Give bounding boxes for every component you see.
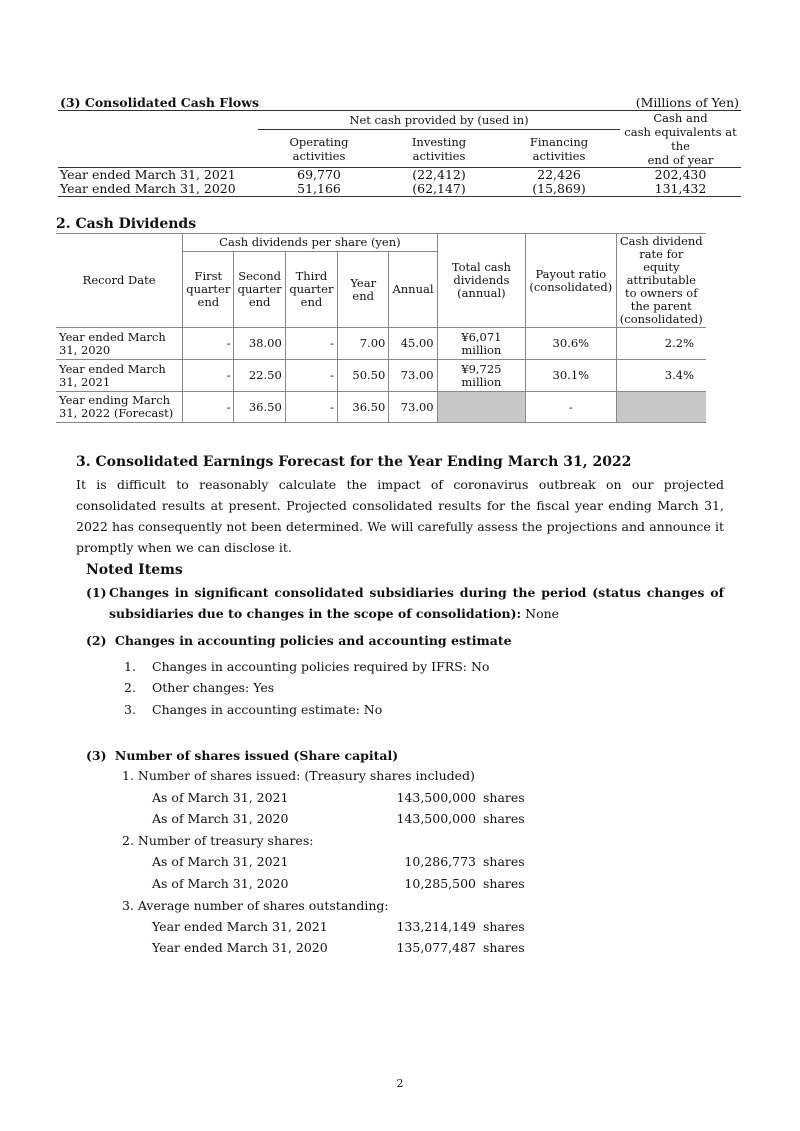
- row-q2: 38.00: [234, 328, 285, 360]
- item-value: None: [521, 606, 560, 621]
- dividends-group-header: Cash dividends per share (yen): [183, 234, 437, 252]
- cash-flows-unit: (Millions of Yen): [620, 96, 741, 111]
- col-investing: Investing activities: [411, 134, 467, 163]
- shares-row-unit: shares: [483, 790, 525, 805]
- page-number: 2: [396, 1077, 404, 1090]
- shares-row-unit: shares: [483, 854, 525, 869]
- shares-row-unit: shares: [483, 811, 525, 826]
- list-number: 3.: [124, 702, 136, 717]
- row-q1: -: [183, 328, 234, 360]
- row-label: Year ended March 31, 2021: [58, 168, 258, 183]
- row-q3: -: [285, 328, 337, 360]
- list-item: [124, 677, 275, 698]
- row-financing: 22,426: [498, 168, 620, 183]
- shares-row-value: 10,285,500: [404, 876, 476, 891]
- item-number: (2): [86, 633, 107, 648]
- average-shares-title: 3. Average number of shares outstanding:: [122, 898, 389, 913]
- dividends-table: [56, 233, 706, 423]
- item-number: (1): [86, 585, 107, 600]
- forecast-body: It is difficult to reasonably calculate the impact of coronavirus outbreak on our projected consolidated results at present. Projected consolidated results for the fiscal year ending March 31, 2022 has consequently not been determined. We will carefully assess the projections and announce it promptly when we can disclose it.: [76, 477, 724, 555]
- row-q3: -: [285, 392, 337, 423]
- row-payout: 30.6%: [526, 328, 616, 360]
- row-year-end: 7.00: [338, 328, 389, 360]
- table-row: [56, 360, 706, 392]
- shares-row-value: 143,500,000: [396, 811, 476, 826]
- noted-items-title: Noted Items: [86, 562, 183, 578]
- row-total: ¥9,725 million: [437, 360, 525, 392]
- shares-row-label: As of March 31, 2020: [152, 811, 289, 826]
- row-operating: 51,166: [258, 182, 380, 197]
- col-financing: Financing activities: [529, 134, 589, 163]
- noted-item-3: [86, 745, 398, 766]
- shares-row-value: 143,500,000: [396, 790, 476, 805]
- list-number: 2.: [124, 680, 136, 695]
- shares-issued-title: 1. Number of shares issued: (Treasury shares included): [122, 768, 475, 783]
- noted-item-2: [86, 630, 512, 651]
- shares-row-label: As of March 31, 2020: [152, 876, 289, 891]
- list-item: [124, 699, 383, 720]
- col-year-end: Year end: [338, 252, 389, 328]
- row-total: ¥6,071 million: [437, 328, 525, 360]
- table-row: [58, 168, 741, 183]
- list-text: Changes in accounting policies required by IFRS: No: [152, 659, 490, 674]
- row-cash: 131,432: [620, 182, 741, 197]
- item-number: (3): [86, 748, 107, 763]
- row-year-end: 36.50: [338, 392, 389, 423]
- row-q1: -: [183, 360, 234, 392]
- row-investing: (62,147): [380, 182, 498, 197]
- cash-flows-group-header: Net cash provided by (used in): [258, 111, 620, 130]
- row-label: Year ended March 31, 2021: [56, 360, 183, 392]
- table-row: [56, 392, 706, 423]
- list-item: [124, 656, 490, 677]
- col-cash-equivalents: Cash and cash equivalents at the end of year: [624, 111, 737, 167]
- row-annual: 73.00: [389, 360, 437, 392]
- row-q1: -: [183, 392, 234, 423]
- row-year-end: 50.50: [338, 360, 389, 392]
- row-payout: 30.1%: [526, 360, 616, 392]
- col-record-date: Record Date: [56, 234, 183, 328]
- col-dividend-rate: Cash dividend rate for equity attributable to owners of the parent (consolidated): [616, 234, 706, 328]
- row-financing: (15,869): [498, 182, 620, 197]
- col-total-dividends: Total cash dividends (annual): [437, 234, 525, 328]
- row-q2: 22.50: [234, 360, 285, 392]
- row-rate: 3.4%: [616, 360, 706, 392]
- shares-row-value: 10,286,773: [404, 854, 476, 869]
- shares-row-value: 133,214,149: [396, 919, 476, 934]
- cash-flows-table: [58, 96, 741, 197]
- row-payout: -: [526, 392, 616, 423]
- row-label: Year ended March 31, 2020: [56, 328, 183, 360]
- table-row: [58, 182, 741, 197]
- list-text: Changes in accounting estimate: No: [152, 702, 383, 717]
- row-total-shaded: [437, 392, 525, 423]
- row-operating: 69,770: [258, 168, 380, 183]
- shares-row-value: 135,077,487: [396, 940, 476, 955]
- shares-row-label: Year ended March 31, 2021: [152, 919, 328, 934]
- row-investing: (22,412): [380, 168, 498, 183]
- shares-row-unit: shares: [483, 940, 525, 955]
- shares-row-label: Year ended March 31, 2020: [152, 940, 328, 955]
- col-payout-ratio: Payout ratio (consolidated): [526, 234, 616, 328]
- row-rate: 2.2%: [616, 328, 706, 360]
- item-heading: Number of shares issued (Share capital): [114, 748, 399, 763]
- noted-item-1: [86, 582, 724, 624]
- shares-row-label: As of March 31, 2021: [152, 790, 289, 805]
- row-label: Year ended March 31, 2020: [58, 182, 258, 197]
- shares-row-label: As of March 31, 2021: [152, 854, 289, 869]
- forecast-title: 3. Consolidated Earnings Forecast for the Year Ending March 31, 2022: [76, 454, 632, 470]
- treasury-shares-title: 2. Number of treasury shares:: [122, 833, 314, 848]
- list-text: Other changes: Yes: [152, 680, 275, 695]
- row-annual: 73.00: [389, 392, 437, 423]
- col-third-quarter: Third quarter end: [285, 252, 337, 328]
- row-annual: 45.00: [389, 328, 437, 360]
- shares-row-unit: shares: [483, 919, 525, 934]
- item-heading: Changes in significant consolidated subsidiaries during the period (status changes of subsidiaries due to changes in the scope of consolidation):: [109, 585, 724, 621]
- row-label: Year ending March 31, 2022 (Forecast): [56, 392, 183, 423]
- col-second-quarter: Second quarter end: [234, 252, 285, 328]
- item-heading: Changes in accounting policies and accounting estimate: [114, 633, 512, 648]
- shares-row-unit: shares: [483, 876, 525, 891]
- list-number: 1.: [124, 659, 136, 674]
- row-q2: 36.50: [234, 392, 285, 423]
- row-cash: 202,430: [620, 168, 741, 183]
- row-q3: -: [285, 360, 337, 392]
- row-rate-shaded: [616, 392, 706, 423]
- dividends-title: 2. Cash Dividends: [56, 216, 197, 232]
- table-row: [56, 328, 706, 360]
- col-annual: Annual: [389, 252, 437, 328]
- cash-flows-title: (3) Consolidated Cash Flows: [58, 96, 620, 111]
- col-first-quarter: First quarter end: [183, 252, 234, 328]
- col-operating: Operating activities: [289, 134, 349, 163]
